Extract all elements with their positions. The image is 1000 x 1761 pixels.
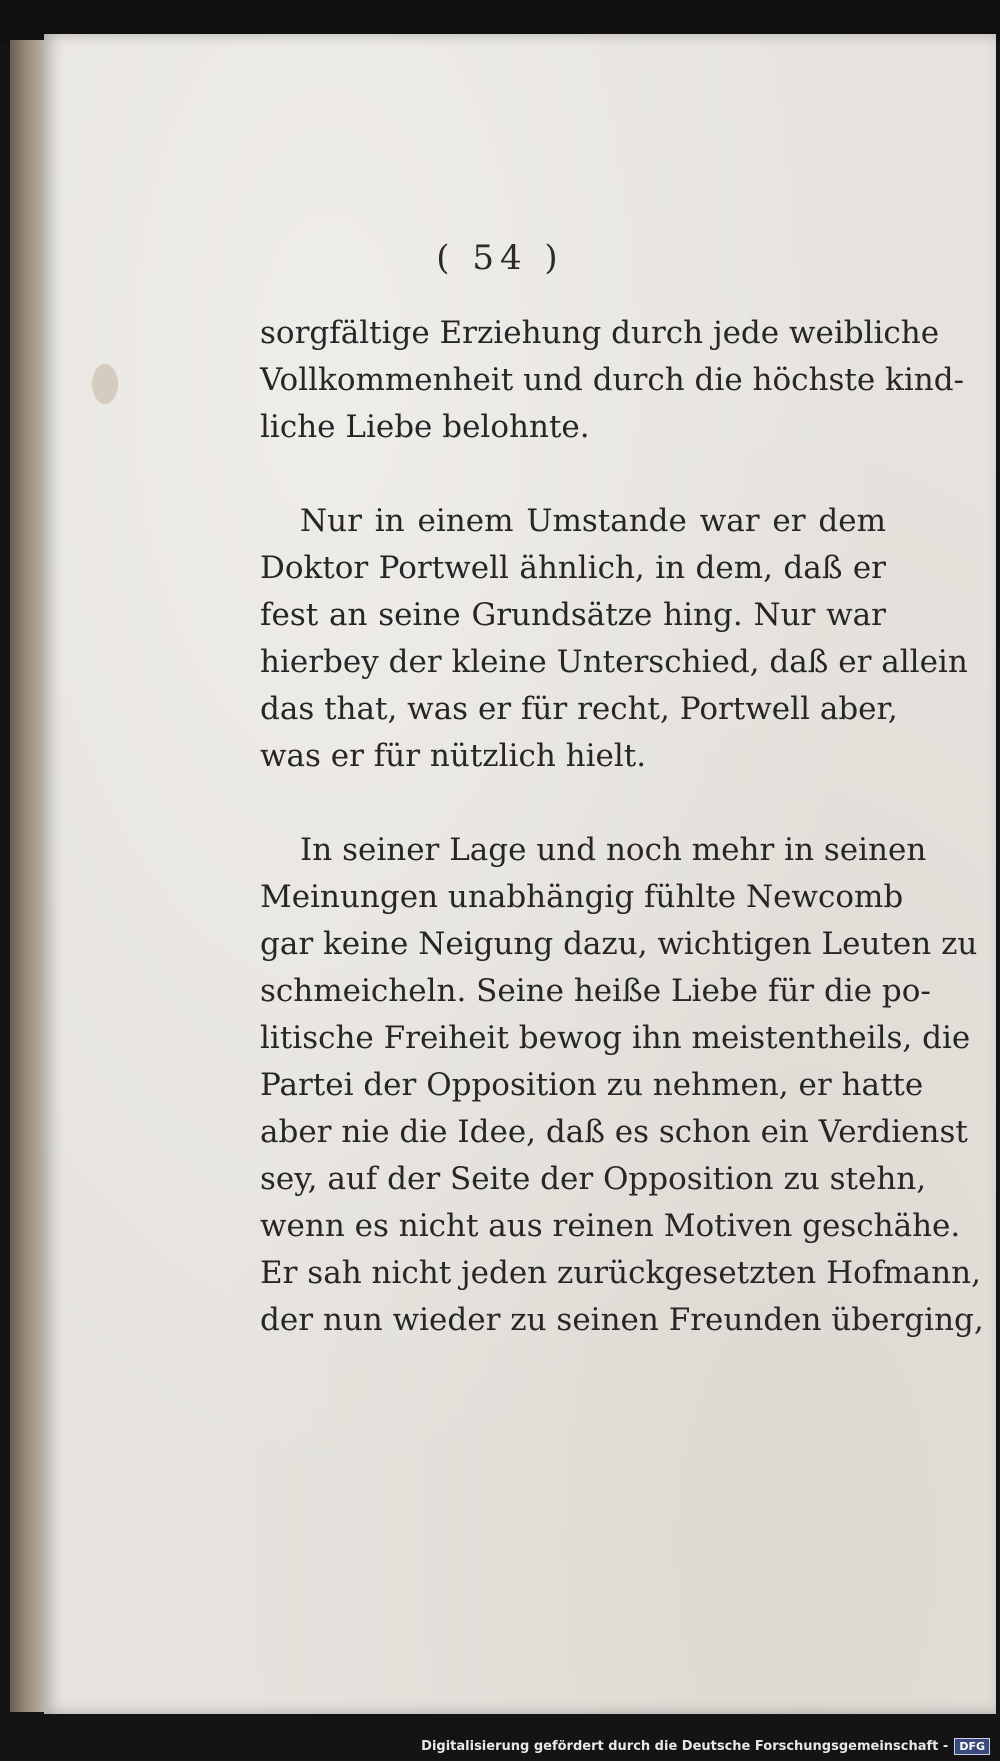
text-line: Meinungen unabhängig fühlte Newcomb — [260, 879, 904, 915]
text-line: was er für nützlich hielt. — [260, 738, 647, 774]
text-line: Partei der Opposition zu nehmen, er hatte — [260, 1067, 924, 1103]
text-line: Nur in einem Umstande war er dem — [300, 503, 886, 539]
text-line: schmeicheln. Seine heiße Liebe für die po- — [260, 973, 931, 1009]
paragraph-gap — [260, 451, 886, 498]
text-line: wenn es nicht aus reinen Motiven geschähe. — [260, 1208, 961, 1244]
page-number: ( 54 ) — [436, 238, 564, 278]
digitization-footer — [421, 1735, 990, 1757]
text-line: hierbey der kleine Unterschied, daß er allein — [260, 644, 968, 680]
dfg-logo: DFG — [954, 1738, 990, 1755]
text-line: gar keine Neigung dazu, wichtigen Leuten zu — [260, 926, 978, 962]
text-line: Doktor Portwell ähnlich, in dem, daß er — [260, 550, 886, 586]
text-line: Er sah nicht jeden zurückgesetzten Hofmann, — [260, 1255, 981, 1291]
paper-stain — [92, 364, 118, 404]
text-line: liche Liebe belohnte. — [260, 409, 590, 445]
paragraph-gap — [260, 780, 886, 827]
text-line: litische Freiheit bewog ihn meistentheils, die — [260, 1020, 971, 1056]
page-text — [260, 310, 984, 1344]
text-line: Vollkommenheit und durch die höchste kind- — [260, 362, 965, 398]
text-line: sey, auf der Seite der Opposition zu stehn, — [260, 1161, 927, 1197]
text-line: der nun wieder zu seinen Freunden überging, — [260, 1302, 984, 1338]
text-line: In seiner Lage und noch mehr in seinen — [300, 832, 927, 868]
text-line: aber nie die Idee, daß es schon ein Verdienst — [260, 1114, 968, 1150]
text-line: sorgfältige Erziehung durch jede weibliche — [260, 315, 940, 351]
text-line: fest an seine Grundsätze hing. Nur war — [260, 597, 886, 633]
text-line: das that, was er für recht, Portwell aber, — [260, 691, 898, 727]
footer-credit: Digitalisierung gefördert durch die Deutsche Forschungsgemeinschaft - — [421, 1738, 949, 1754]
